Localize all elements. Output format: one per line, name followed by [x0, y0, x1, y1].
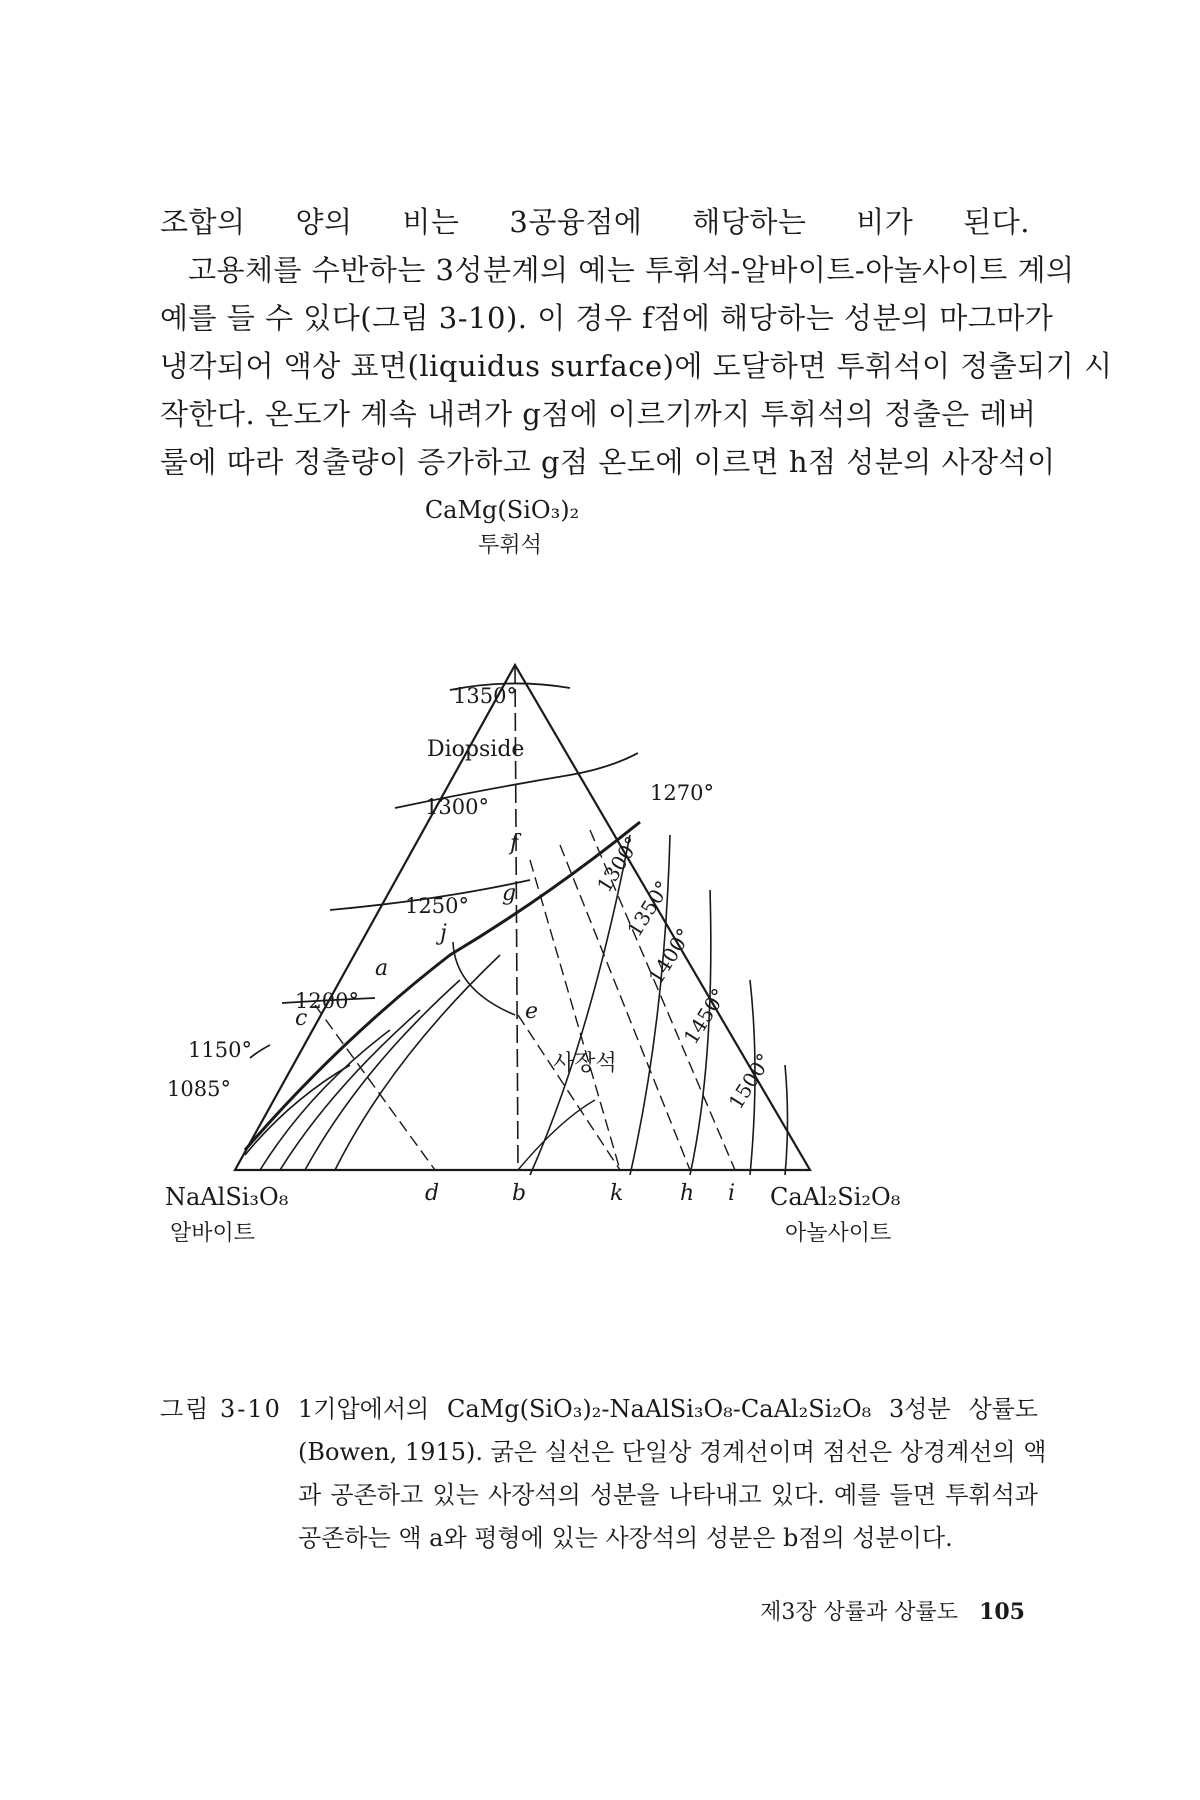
point-label: b — [512, 1181, 527, 1206]
point-label: c — [295, 1006, 308, 1031]
isotherm-label: 1150° — [188, 1038, 252, 1062]
point-label: d — [425, 1181, 440, 1206]
point-label: a — [375, 956, 389, 981]
field-label-plagioclase: 사장석 — [553, 1051, 617, 1076]
apex-name-top: 투휘석 — [478, 533, 542, 558]
apex-formula-top: CaMg(SiO₃)₂ — [424, 496, 580, 524]
isotherm-curve — [335, 955, 500, 1170]
isotherm-label: 1200° — [295, 989, 359, 1013]
page-number: 105 — [979, 1599, 1025, 1625]
corner-formula-right: CaAl₂Si₂O₈ — [770, 1183, 901, 1211]
isotherm-label: 1450° — [678, 983, 732, 1049]
isotherm-label: 1300° — [425, 795, 489, 819]
isotherm-label: 1500° — [723, 1048, 777, 1114]
dashed-tie-line — [530, 860, 620, 1170]
body-text — [160, 198, 1113, 486]
corner-name-right: 아놀사이트 — [785, 1221, 892, 1246]
corner-name-left: 알바이트 — [170, 1221, 256, 1246]
corner-formula-left: NaAlSi₃O₈ — [165, 1183, 289, 1211]
field-label-diopside: Diopside — [427, 737, 525, 762]
point-label: h — [680, 1181, 695, 1206]
caption-line: 1기압에서의 CaMg(SiO₃)₂-NaAlSi₃O₈-CaAl₂Si₂O₈ 3성분 상률도 — [298, 1395, 1038, 1423]
isotherm-curve — [260, 1030, 390, 1170]
isotherm-1150 — [250, 1045, 270, 1058]
body-line: 작한다. 온도가 계속 내려가 g점에 이르기까지 투휘석의 정출은 레버 — [160, 397, 1037, 431]
caption-label: 그림 3-10 — [160, 1395, 282, 1423]
isotherm-label: 1085° — [167, 1077, 231, 1101]
point-label: k — [610, 1181, 624, 1206]
body-line: 고용체를 수반하는 3성분계의 예는 투휘석-알바이트-아놀사이트 계의 — [188, 253, 1075, 287]
isotherm-label: 1400° — [643, 923, 697, 989]
isotherm-label: 1270° — [650, 781, 714, 805]
body-line: 예를 들 수 있다(그림 3-10). 이 경우 f점에 해당하는 성분의 마그마가 — [160, 301, 1054, 335]
dashed-tie-line — [315, 1005, 435, 1170]
dashed-tie-line — [518, 1015, 620, 1170]
point-label: j — [440, 921, 447, 946]
caption-body — [298, 1388, 1047, 1560]
body-line: 룰에 따라 정출량이 증가하고 g점 온도에 이르면 h점 성분의 사장석이 — [160, 445, 1056, 479]
point-label: f — [510, 831, 519, 856]
isotherm-label: 1350° — [622, 876, 675, 941]
crystallization-path — [453, 942, 515, 1015]
isotherm-label: 1350° — [453, 684, 517, 708]
cotectic-boundary — [245, 822, 640, 1150]
caption-line: 과 공존하고 있는 사장석의 성분을 나타내고 있다. 예를 들면 투휘석과 — [298, 1481, 1038, 1509]
isotherm-label: 1250° — [405, 894, 469, 918]
point-label: e — [525, 999, 539, 1024]
point-label: g — [502, 881, 517, 906]
point-label: i — [728, 1181, 736, 1206]
caption-line: 공존하는 액 a와 평형에 있는 사장석의 성분은 b점의 성분이다. — [298, 1524, 953, 1552]
body-line: 조합의 양의 비는 3공융점에 해당하는 비가 된다. — [160, 205, 1030, 239]
isotherm-label: 1300° — [592, 832, 645, 897]
caption-line: (Bowen, 1915). 굵은 실선은 단일상 경계선이며 점선은 상경계선의 액 — [298, 1438, 1047, 1466]
ternary-phase-diagram — [150, 496, 1050, 1360]
chapter-title: 제3장 상률과 상률도 — [760, 1600, 959, 1625]
isotherm-curve — [785, 1065, 788, 1175]
page-footer — [760, 1595, 1025, 1626]
body-line: 냉각되어 액상 표면(liquidus surface)에 도달하면 투휘석이 정출되기 시 — [160, 349, 1113, 383]
